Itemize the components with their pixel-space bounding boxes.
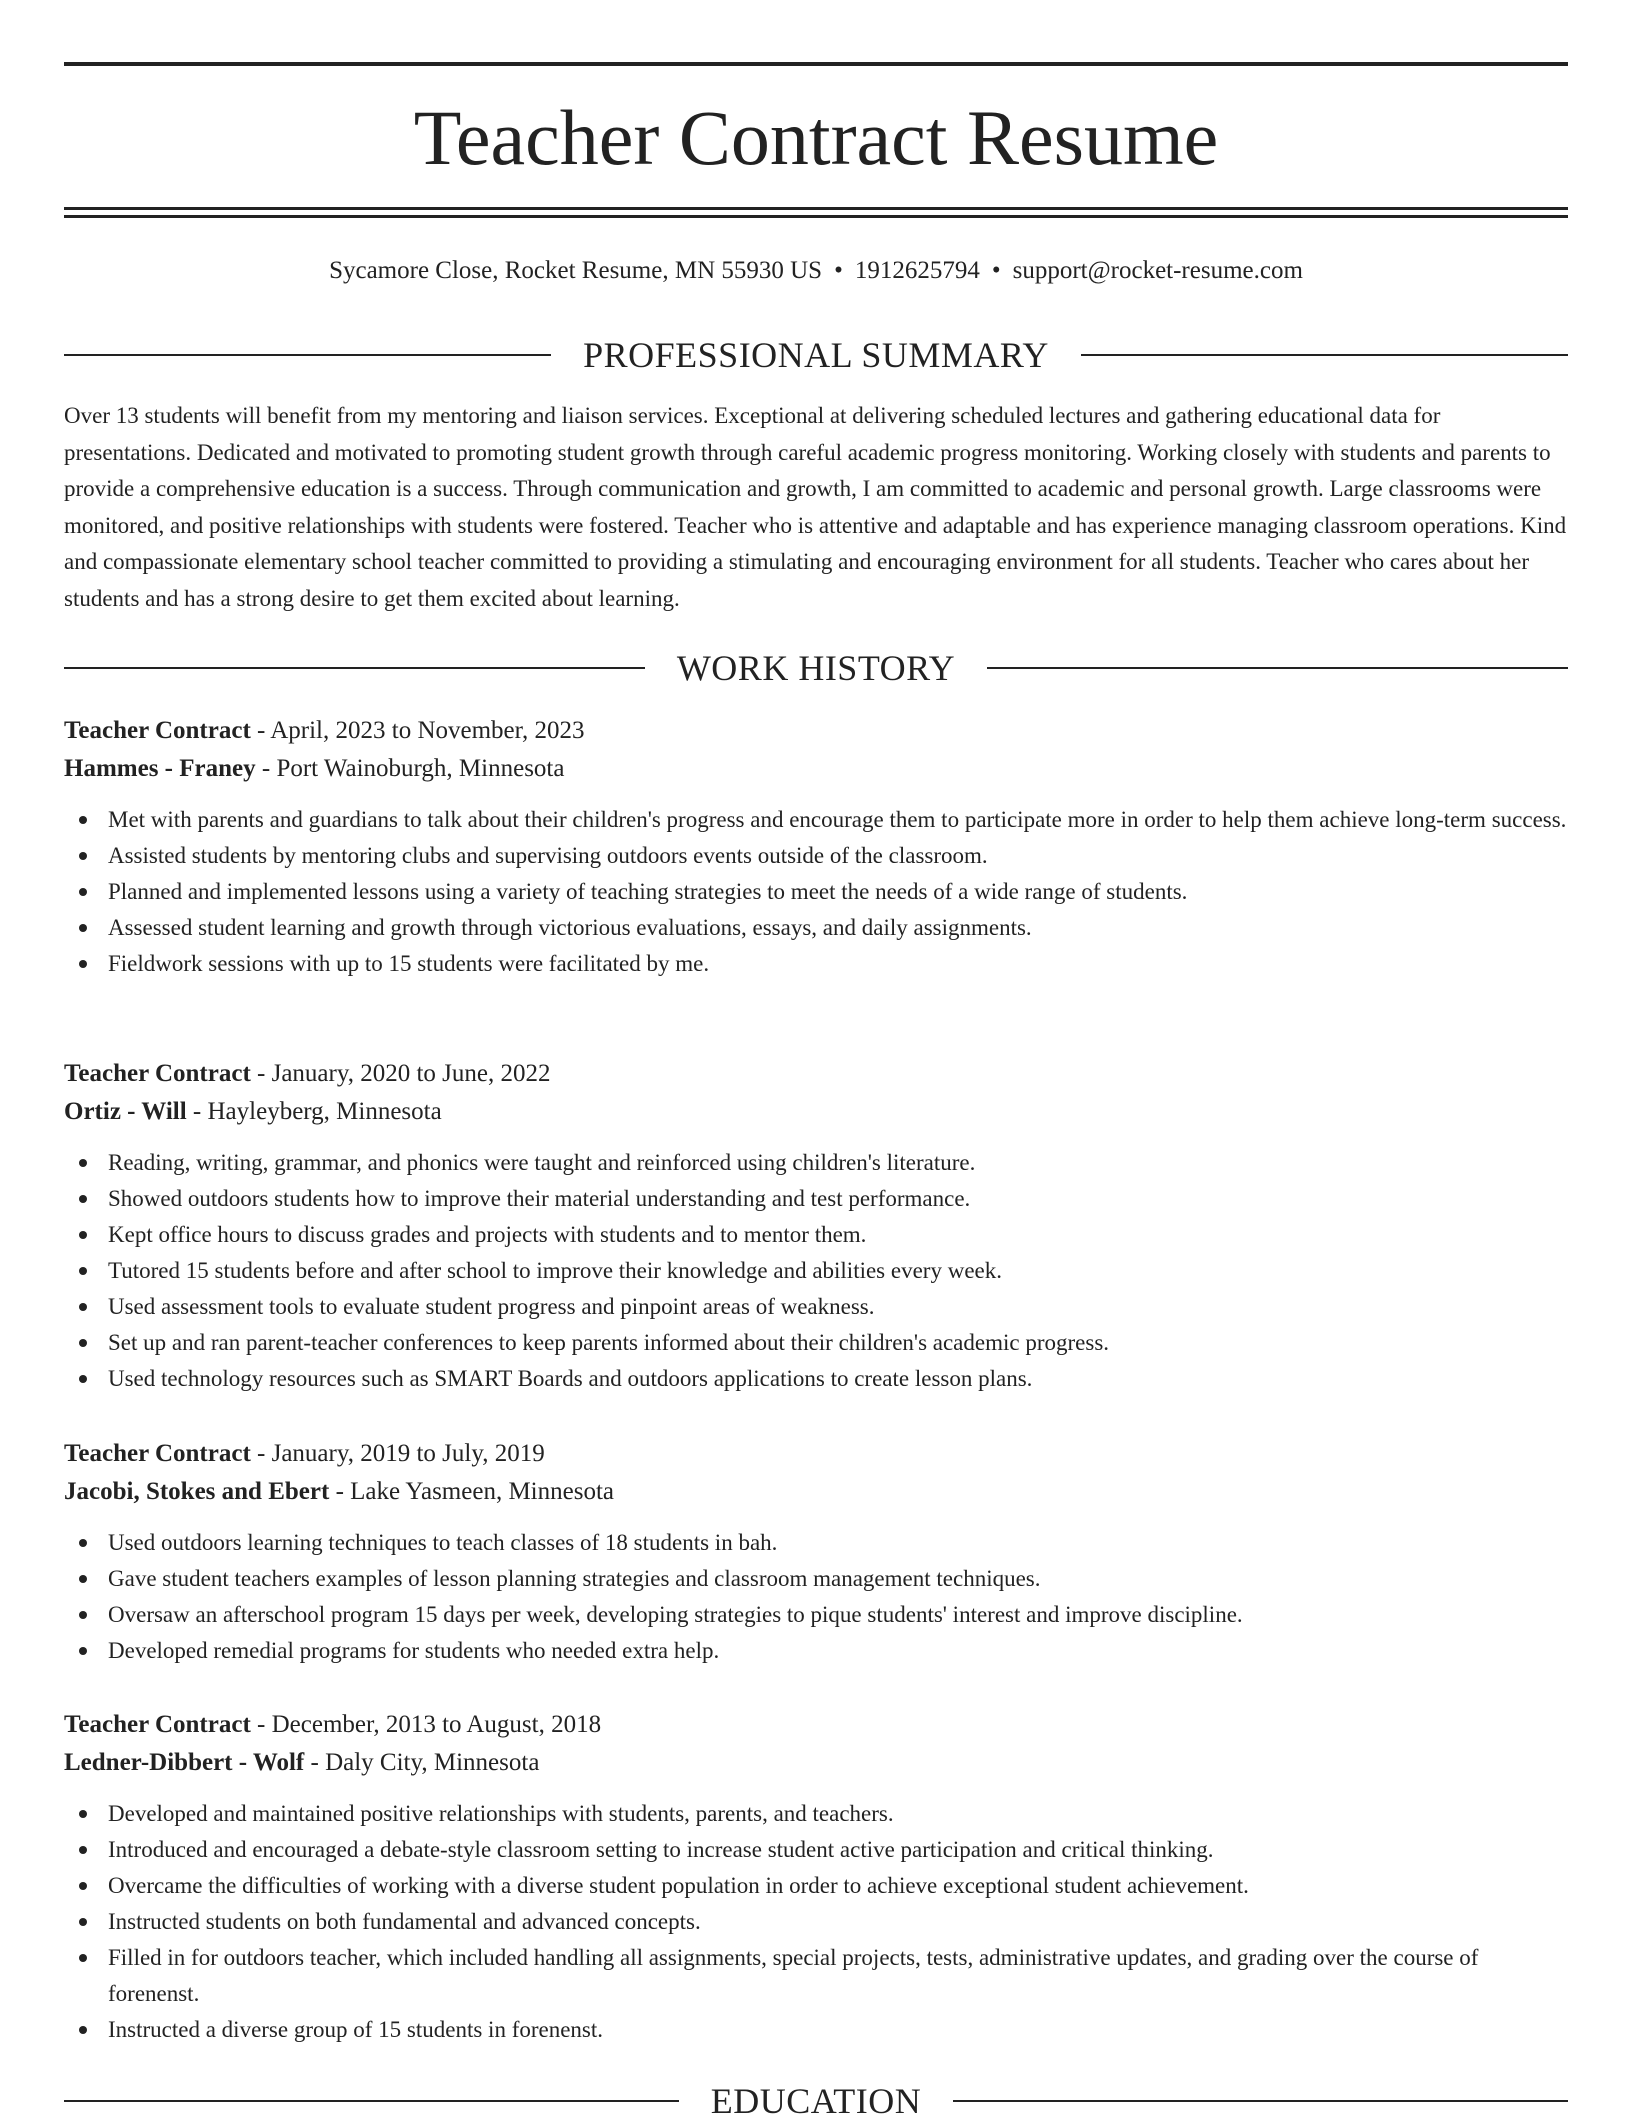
job-bullet-list	[64, 1525, 1568, 1669]
job-location: - Port Wainoburgh, Minnesota	[255, 755, 565, 782]
job-bullet	[64, 1904, 1568, 1940]
job-bullet	[64, 1832, 1568, 1868]
job-bullet-text: Used technology resources such as SMART Boards and outdoors applications to create lesson plans.	[108, 1366, 1033, 1391]
summary-paragraph: Over 13 students will benefit from my mentoring and liaison services. Exceptional at delivering scheduled lectures and gathering educational data for presentations. Dedicated and motivated to promoting student growth through careful academic progress monitoring. Working closely with students and parents to provide a comprehensive education is a success. Through communication and growth, I am committed to academic and personal growth. Large classrooms were monitored, and positive relationships with students were fostered. Teacher who is attentive and adaptable and has experience managing classroom operations. Kind and compassionate elementary school teacher committed to providing a stimulating and encouraging environment for all students. Teacher who cares about her students and has a strong desire to get them excited about learning.	[64, 403, 1567, 611]
contact-info	[64, 254, 1568, 288]
title-rule-upper	[64, 207, 1568, 210]
bullet-dot-icon	[79, 1846, 87, 1854]
job-title: Teacher Contract	[64, 1711, 251, 1738]
job-bullet	[64, 1289, 1568, 1325]
heading-rule-left	[64, 667, 645, 669]
job-dates: - April, 2023 to November, 2023	[250, 717, 585, 744]
job-bullet	[64, 874, 1568, 910]
document-title: Teacher Contract Resume	[413, 94, 1219, 181]
contact-email: support@rocket-resume.com	[1012, 257, 1303, 284]
contact-separator: •	[834, 257, 843, 284]
job-dates: - December, 2013 to August, 2018	[250, 1711, 602, 1738]
job-bullet	[64, 1145, 1568, 1181]
bullet-dot-icon	[79, 1339, 87, 1347]
job-bullet	[64, 1325, 1568, 1361]
job-bullet	[64, 1361, 1568, 1397]
job-employer: Jacobi, Stokes and Ebert	[64, 1478, 330, 1505]
bullet-dot-icon	[79, 1611, 87, 1619]
bullet-dot-icon	[79, 1267, 87, 1275]
bullet-dot-icon	[79, 960, 87, 968]
job-bullet-list	[64, 802, 1568, 982]
job-title: Teacher Contract	[64, 1440, 251, 1467]
section-heading-work-history	[64, 645, 1568, 691]
job-bullet-text: Filled in for outdoors teacher, which included handling all assignments, special projects, tests, administrative updates, and grading over the course of forenenst.	[108, 1945, 1479, 2006]
job-bullet	[64, 1181, 1568, 1217]
job-bullet	[64, 838, 1568, 874]
job-bullet-text: Instructed a diverse group of 15 students in forenenst.	[108, 2017, 604, 2042]
job-bullet-list	[64, 1796, 1568, 2048]
bullet-dot-icon	[79, 888, 87, 896]
job-location: - Hayleyberg, Minnesota	[186, 1098, 442, 1125]
section-heading-label: EDUCATION	[710, 2081, 922, 2121]
bullet-dot-icon	[79, 1882, 87, 1890]
job-bullet-text: Assisted students by mentoring clubs and supervising outdoors events outside of the classroom.	[108, 843, 988, 868]
job-bullet	[64, 1597, 1568, 1633]
job-bullet	[64, 1253, 1568, 1289]
job-bullet	[64, 1217, 1568, 1253]
job-bullet-text: Introduced and encouraged a debate-style classroom setting to increase student active participation and critical thinking.	[108, 1837, 1214, 1862]
job-bullet-text: Used outdoors learning techniques to teach classes of 18 students in bah.	[108, 1530, 778, 1555]
contact-phone: 1912625794	[854, 257, 980, 284]
bullet-dot-icon	[79, 852, 87, 860]
job-title-line	[64, 1706, 1568, 1744]
job-bullet	[64, 802, 1568, 838]
bullet-dot-icon	[79, 1375, 87, 1383]
job-bullet-text: Showed outdoors students how to improve their material understanding and test performance.	[108, 1186, 971, 1211]
bullet-dot-icon	[79, 2026, 87, 2034]
job-entry	[64, 712, 1568, 982]
job-bullet	[64, 1868, 1568, 1904]
job-bullet	[64, 1940, 1568, 2012]
section-heading-label: PROFESSIONAL SUMMARY	[583, 335, 1049, 375]
job-bullet	[64, 2012, 1568, 2048]
job-title: Teacher Contract	[64, 717, 251, 744]
bullet-dot-icon	[79, 816, 87, 824]
heading-rule-right	[1081, 354, 1568, 356]
job-entry	[64, 1435, 1568, 1669]
bullet-dot-icon	[79, 1575, 87, 1583]
bullet-dot-icon	[79, 1195, 87, 1203]
job-bullet-text: Fieldwork sessions with up to 15 students were facilitated by me.	[108, 951, 710, 976]
heading-rule-left	[64, 354, 551, 356]
job-title: Teacher Contract	[64, 1060, 251, 1087]
job-bullet	[64, 1525, 1568, 1561]
bullet-dot-icon	[79, 924, 87, 932]
heading-rule-left	[64, 2100, 679, 2102]
job-bullet-text: Planned and implemented lessons using a variety of teaching strategies to meet the needs of a wide range of students.	[108, 879, 1188, 904]
bullet-dot-icon	[79, 1954, 87, 1962]
top-rule	[64, 62, 1568, 66]
bullet-dot-icon	[79, 1231, 87, 1239]
bullet-dot-icon	[79, 1810, 87, 1818]
bullet-dot-icon	[79, 1647, 87, 1655]
bullet-dot-icon	[79, 1303, 87, 1311]
heading-rule-right	[953, 2100, 1568, 2102]
heading-rule-right	[987, 667, 1568, 669]
job-employer-line	[64, 1093, 1568, 1131]
job-dates: - January, 2019 to July, 2019	[250, 1440, 545, 1467]
job-employer-line	[64, 1473, 1568, 1511]
job-location: - Lake Yasmeen, Minnesota	[329, 1478, 614, 1505]
job-entry	[64, 1055, 1568, 1397]
job-bullet-text: Assessed student learning and growth through victorious evaluations, essays, and daily assignments.	[108, 915, 1032, 940]
section-heading-summary	[64, 332, 1568, 378]
job-bullet-text: Developed and maintained positive relationships with students, parents, and teachers.	[108, 1801, 894, 1826]
job-bullet-text: Met with parents and guardians to talk about their children's progress and encourage them to participate more in order to help them achieve long-term success.	[108, 807, 1567, 832]
job-bullet-text: Developed remedial programs for students who needed extra help.	[108, 1638, 720, 1663]
title-rule-lower	[64, 215, 1568, 218]
job-bullet	[64, 1633, 1568, 1669]
bullet-dot-icon	[79, 1918, 87, 1926]
section-heading-label: WORK HISTORY	[676, 648, 956, 688]
bullet-dot-icon	[79, 1159, 87, 1167]
job-bullet-text: Kept office hours to discuss grades and projects with students and to mentor them.	[108, 1222, 867, 1247]
job-location: - Daly City, Minnesota	[304, 1749, 540, 1776]
job-bullet-text: Overcame the difficulties of working with a diverse student population in order to achieve exceptional student achievement.	[108, 1873, 1249, 1898]
job-title-line	[64, 1435, 1568, 1473]
job-employer: Ortiz - Will	[64, 1098, 187, 1125]
job-bullet-text: Set up and ran parent-teacher conferences to keep parents informed about their children's academic progress.	[108, 1330, 1110, 1355]
job-bullet-text: Used assessment tools to evaluate student progress and pinpoint areas of weakness.	[108, 1294, 875, 1319]
job-bullet-text: Reading, writing, grammar, and phonics were taught and reinforced using children's literature.	[108, 1150, 976, 1175]
section-heading-education	[64, 2078, 1568, 2124]
job-bullet	[64, 1561, 1568, 1597]
bullet-dot-icon	[79, 1539, 87, 1547]
job-employer-line	[64, 750, 1568, 788]
job-bullet-text: Tutored 15 students before and after school to improve their knowledge and abilities every week.	[108, 1258, 1002, 1283]
job-bullet-text: Oversaw an afterschool program 15 days per week, developing strategies to pique students' interest and improve discipline.	[108, 1602, 1243, 1627]
job-title-line	[64, 1055, 1568, 1093]
job-dates: - January, 2020 to June, 2022	[250, 1060, 551, 1087]
job-bullet-text: Instructed students on both fundamental and advanced concepts.	[108, 1909, 701, 1934]
contact-address: Sycamore Close, Rocket Resume, MN 55930 US	[329, 257, 823, 284]
job-bullet-text: Gave student teachers examples of lesson planning strategies and classroom management techniques.	[108, 1566, 1041, 1591]
job-employer: Hammes - Franey	[64, 755, 256, 782]
job-entry	[64, 1706, 1568, 2048]
job-bullet	[64, 910, 1568, 946]
job-bullet-list	[64, 1145, 1568, 1397]
job-bullet	[64, 946, 1568, 982]
contact-separator: •	[991, 257, 1001, 284]
job-employer: Ledner-Dibbert - Wolf	[64, 1749, 305, 1776]
job-employer-line	[64, 1744, 1568, 1782]
job-title-line	[64, 712, 1568, 750]
job-bullet	[64, 1796, 1568, 1832]
